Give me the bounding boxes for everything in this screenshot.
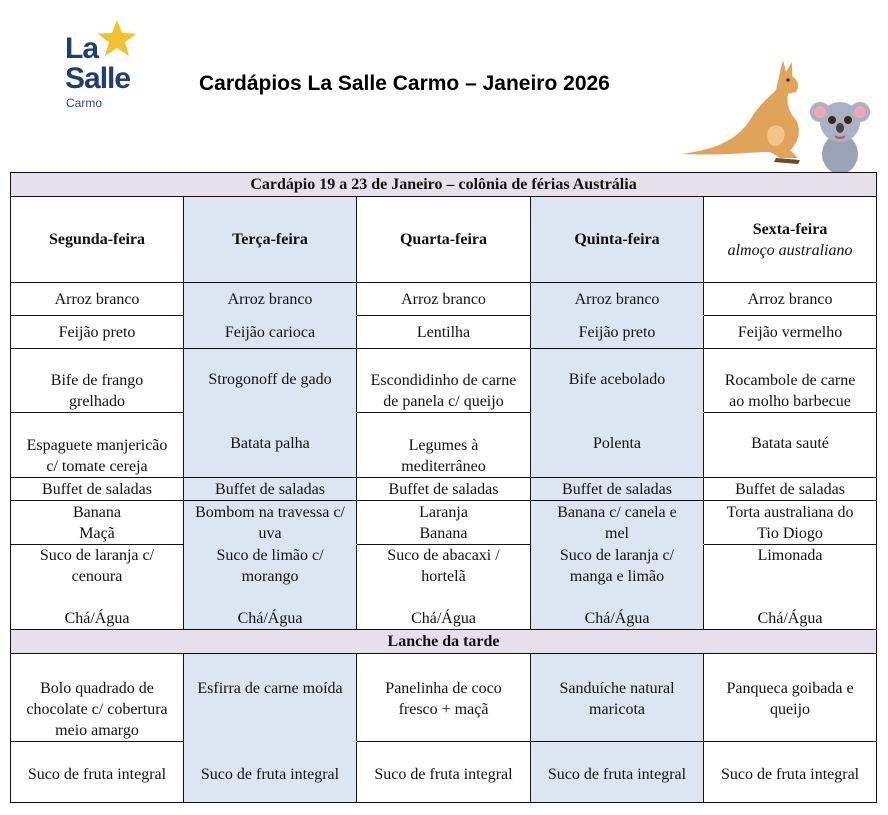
cell-dessert: Laranja Banana <box>357 501 531 545</box>
row-snack-food <box>11 654 877 742</box>
cell-salad: Buffet de saladas <box>11 478 184 501</box>
row-beans <box>11 316 877 349</box>
cell-rice: Arroz branco <box>531 283 704 316</box>
cell-snack-food: Panqueca goibada e queijo <box>704 654 877 742</box>
cell-salad: Buffet de saladas <box>531 478 704 501</box>
cell-rice: Arroz branco <box>11 283 184 316</box>
cell-snack-food: Panelinha de coco fresco + maçã <box>357 654 531 742</box>
page-title: Cardápios La Salle Carmo – Janeiro 2026 <box>199 72 610 95</box>
snack-section-title: Lanche da tarde <box>11 630 877 654</box>
logo-text-carmo: Carmo <box>66 96 103 110</box>
cell-rice: Arroz branco <box>357 283 531 316</box>
cell-side: Batata sauté <box>704 413 877 478</box>
day-friday-note: almoço australiano <box>727 241 853 259</box>
cell-snack-food: Bolo quadrado de chocolate c/ cobertura meio amargo <box>11 654 184 742</box>
row-dessert <box>11 501 877 545</box>
cell-snack-drink: Suco de fruta integral <box>184 742 357 803</box>
cell-main: Rocambole de carne ao molho barbecue <box>704 349 877 413</box>
day-thursday: Quinta-feira <box>531 197 704 283</box>
cell-side: Espaguete manjericão c/ tomate cereja <box>11 413 184 478</box>
cell-rice: Arroz branco <box>704 283 877 316</box>
cell-drinks: Suco de limão c/ morango Chá/Água <box>184 545 357 630</box>
cell-beans: Lentilha <box>357 316 531 349</box>
la-salle-logo <box>62 18 142 114</box>
star-icon <box>96 18 138 60</box>
logo-text-la: La <box>65 32 99 65</box>
cell-salad: Buffet de saladas <box>184 478 357 501</box>
row-side <box>11 413 877 478</box>
cell-snack-food: Sanduíche natural maricota <box>531 654 704 742</box>
cell-drinks: Limonada Chá/Água <box>704 545 877 630</box>
row-rice <box>11 283 877 316</box>
cell-snack-drink: Suco de fruta integral <box>11 742 184 803</box>
cell-drinks: Suco de laranja c/ manga e limão Chá/Água <box>531 545 704 630</box>
cell-beans: Feijão vermelho <box>704 316 877 349</box>
cell-dessert: Torta australiana do Tio Diogo <box>704 501 877 545</box>
cell-beans: Feijão preto <box>11 316 184 349</box>
cell-snack-drink: Suco de fruta integral <box>531 742 704 803</box>
cell-salad: Buffet de saladas <box>704 478 877 501</box>
cell-dessert: Bombom na travessa c/ uva <box>184 501 357 545</box>
day-header-row <box>11 197 877 283</box>
cell-main: Bife acebolado <box>531 349 704 413</box>
cell-main: Bife de frango grelhado <box>11 349 184 413</box>
cell-salad: Buffet de saladas <box>357 478 531 501</box>
cell-side: Batata palha <box>184 413 357 478</box>
cell-dessert: Banana c/ canela e mel <box>531 501 704 545</box>
mascots-illustration <box>680 58 880 176</box>
cell-drinks: Suco de laranja c/ cenoura Chá/Água <box>11 545 184 630</box>
cell-main: Strogonoff de gado <box>184 349 357 413</box>
kangaroo-icon <box>682 60 800 164</box>
cell-rice: Arroz branco <box>184 283 357 316</box>
cell-drinks: Suco de abacaxi / hortelã Chá/Água <box>357 545 531 630</box>
koala-icon <box>810 102 870 174</box>
day-friday: Sexta-feira almoço australiano <box>704 197 877 283</box>
day-tuesday: Terça-feira <box>184 197 357 283</box>
cell-snack-food: Esfirra de carne moída <box>184 654 357 742</box>
row-main <box>11 349 877 413</box>
menu-table <box>10 172 877 803</box>
day-monday: Segunda-feira <box>11 197 184 283</box>
cell-main: Escondidinho de carne de panela c/ queijo <box>357 349 531 413</box>
cell-side: Legumes à mediterrâneo <box>357 413 531 478</box>
day-wednesday: Quarta-feira <box>357 197 531 283</box>
row-snack-drink <box>11 742 877 803</box>
cell-snack-drink: Suco de fruta integral <box>704 742 877 803</box>
menu-week-title: Cardápio 19 a 23 de Janeiro – colônia de férias Austrália <box>11 173 877 197</box>
logo-text-salle: Salle <box>65 62 131 95</box>
cell-beans: Feijão carioca <box>184 316 357 349</box>
row-salad <box>11 478 877 501</box>
cell-beans: Feijão preto <box>531 316 704 349</box>
cell-dessert: Banana Maçã <box>11 501 184 545</box>
cell-snack-drink: Suco de fruta integral <box>357 742 531 803</box>
cell-side: Polenta <box>531 413 704 478</box>
row-drinks <box>11 545 877 630</box>
